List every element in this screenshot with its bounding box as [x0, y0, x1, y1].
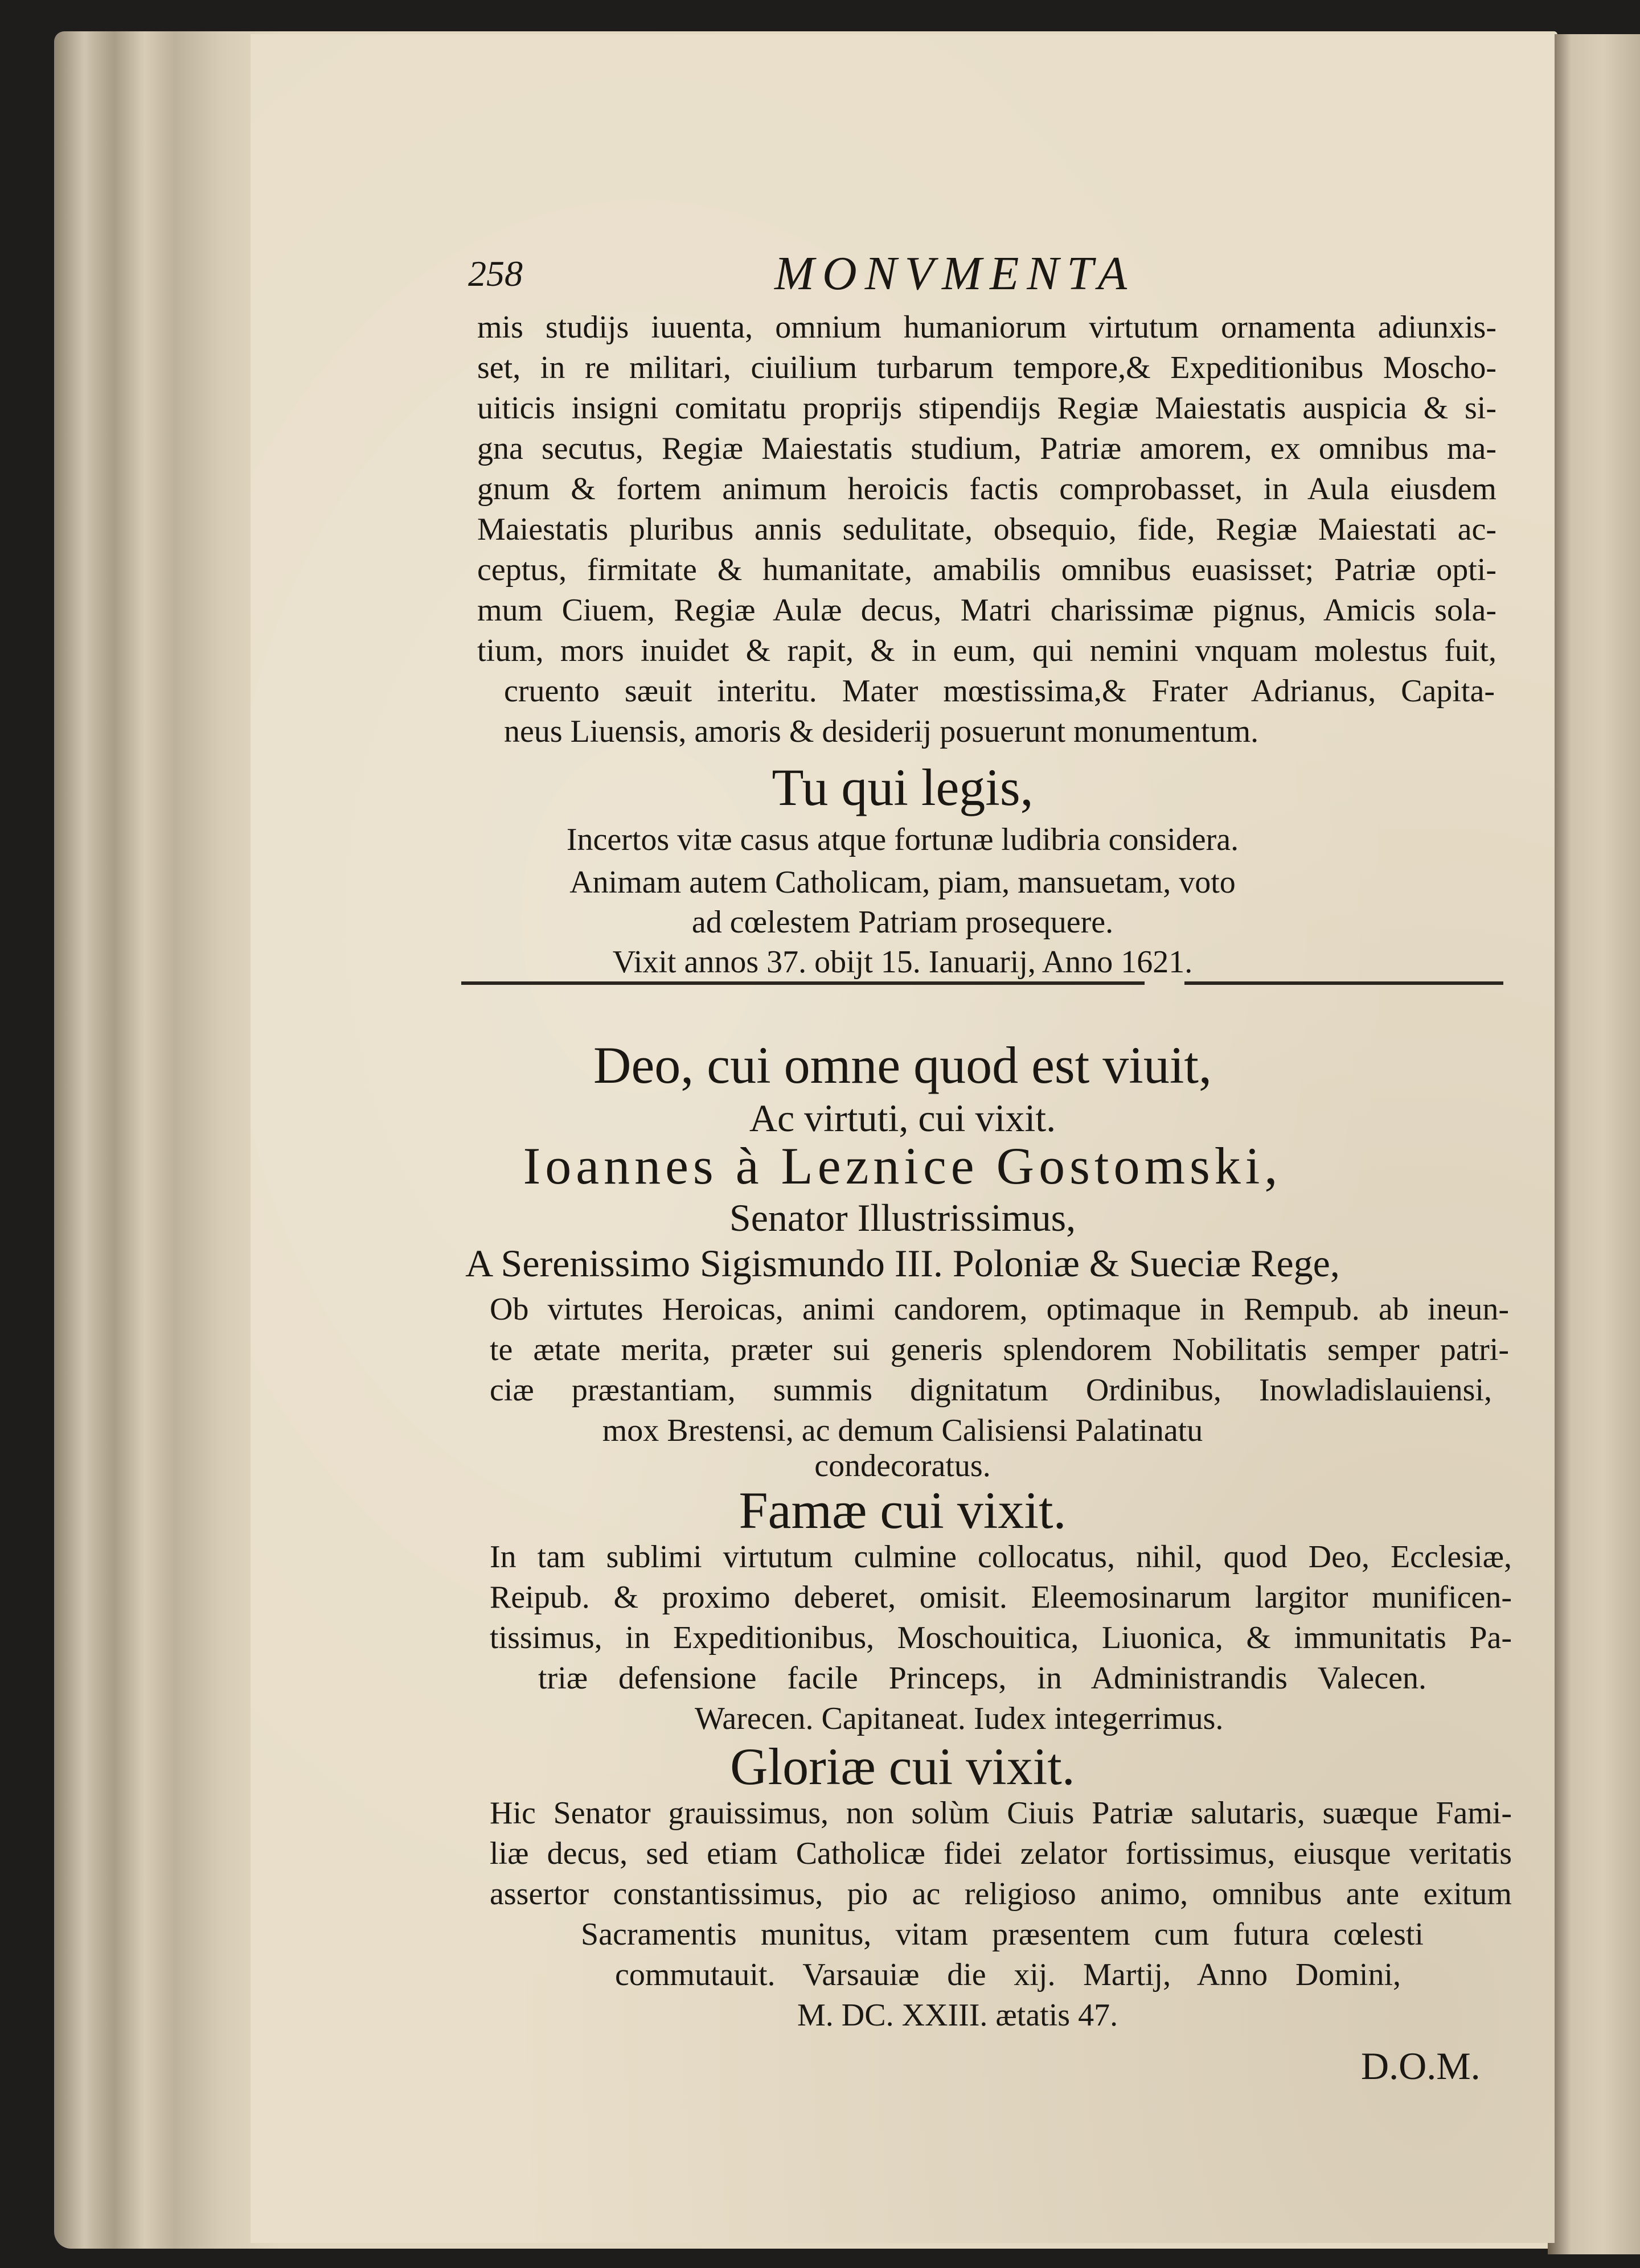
book-page	[251, 34, 1555, 2243]
epitaph-one-line: mum Ciuem, Regiæ Aulæ decus, Matri charissimæ pignus, Amicis sola-	[477, 593, 1496, 628]
epitaph-one-line: gnum & fortem animum heroicis factis comprobasset, in Aula eiusdem	[477, 471, 1496, 507]
fame-line: tissimus, in Expeditionibus, Moschouitica, Liuonica, & immunitatis Pa-	[490, 1620, 1512, 1655]
dedication-heading: Deo, cui omne quod est viuit,	[593, 1036, 1212, 1094]
running-title: MONVMENTA	[774, 247, 1135, 300]
epitaph-one-line: neus Liuensis, amoris & desiderij posuerunt monumentum.	[504, 714, 1259, 749]
virtue-line: te ætate merita, præter sui generis splendorem Nobilitatis semper patri-	[490, 1332, 1509, 1367]
page-number: 258	[468, 253, 523, 294]
epitaph-one-closing: Animam autem Catholicam, piam, mansuetam, voto	[569, 865, 1236, 900]
epitaph-one-line: Maiestatis pluribus annis sedulitate, obsequio, fide, Regiæ Maiestati ac-	[477, 512, 1496, 547]
epitaph-one-closing: Vixit annos 37. obijt 15. Ianuarij, Anno 1621.	[612, 944, 1193, 980]
glory-line: Hic Senator grauissimus, non solùm Ciuis Patriæ salutaris, suæque Fami-	[490, 1796, 1512, 1831]
fame-line: In tam sublimi virtutum culmine collocatus, nihil, quod Deo, Ecclesiæ,	[490, 1539, 1512, 1575]
epitaph-one-line: uiticis insigni comitatu proprijs stipendijs Regiæ Maiestatis auspicia & si-	[477, 391, 1496, 426]
glory-heading: Gloriæ cui vixit.	[730, 1737, 1075, 1796]
glory-line: liæ decus, sed etiam Catholicæ fidei zelator fortissimus, eiusque veritatis	[490, 1836, 1512, 1871]
epitaph-one-line: ceptus, firmitate & humanitate, amabilis omnibus euasisset; Patriæ opti-	[477, 552, 1496, 587]
person-name: Ioannes à Leznice Gostomski,	[523, 1137, 1282, 1195]
epitaph-one-line: gna secutus, Regiæ Maiestatis studium, Patriæ amorem, ex omnibus ma-	[477, 431, 1496, 466]
glory-line: commutauit. Varsauiæ die xij. Martij, Anno Domini,	[615, 1957, 1401, 1992]
virtue-line: condecoratus.	[814, 1448, 991, 1484]
glory-line: M. DC. XXIII. ætatis 47.	[797, 1998, 1118, 2033]
fame-line: triæ defensione facile Princeps, in Administrandis Valecen.	[538, 1661, 1426, 1696]
section-divider	[461, 981, 1145, 985]
epitaph-one-line: set, in re militari, ciuilium turbarum tempore,& Expeditionibus Moscho-	[477, 350, 1496, 385]
epitaph-one-line: mis studijs iuuenta, omnium humaniorum virtutum ornamenta adiunxis-	[477, 310, 1496, 345]
epitaph-one-heading: Tu qui legis,	[772, 758, 1034, 816]
epitaph-one-closing: Incertos vitæ casus atque fortunæ ludibria considera.	[566, 822, 1239, 857]
virtue-line: Ob virtutes Heroicas, animi candorem, optimaque in Rempub. ab ineun-	[490, 1292, 1509, 1327]
epitaph-one-closing: ad cœlestem Patriam prosequere.	[691, 905, 1114, 940]
fame-line: Reipub. & proximo deberet, omisit. Eleemosinarum largitor munificen-	[490, 1580, 1512, 1615]
facing-page-edge	[1548, 34, 1640, 2254]
person-rank: Senator Illustrissimus,	[729, 1196, 1076, 1239]
catchword: D.O.M.	[1361, 2044, 1481, 2088]
section-divider	[1184, 981, 1503, 985]
virtue-line: mox Brestensi, ac demum Calisiensi Palatinatu	[602, 1413, 1203, 1448]
fame-heading: Famæ cui vixit.	[739, 1481, 1067, 1539]
epitaph-one-line: tium, mors inuidet & rapit, & in eum, qui nemini vnquam molestus fuit,	[477, 633, 1496, 668]
fame-line: Warecen. Capitaneat. Iudex integerrimus.	[695, 1701, 1224, 1736]
appointment-line: A Serenissimo Sigismundo III. Poloniæ & Sueciæ Rege,	[465, 1242, 1340, 1285]
virtue-line: ciæ præstantiam, summis dignitatum Ordinibus, Inowladislauiensi,	[490, 1373, 1492, 1408]
epitaph-one-line: cruento sæuit interitu. Mater mœstissima,& Frater Adrianus, Capita-	[504, 673, 1495, 709]
glory-line: Sacramentis munitus, vitam præsentem cum futura cœlesti	[581, 1917, 1424, 1952]
glory-line: assertor constantissimus, pio ac religioso animo, omnibus ante exitum	[490, 1876, 1512, 1912]
dedication-subline: Ac virtuti, cui vixit.	[749, 1096, 1056, 1140]
